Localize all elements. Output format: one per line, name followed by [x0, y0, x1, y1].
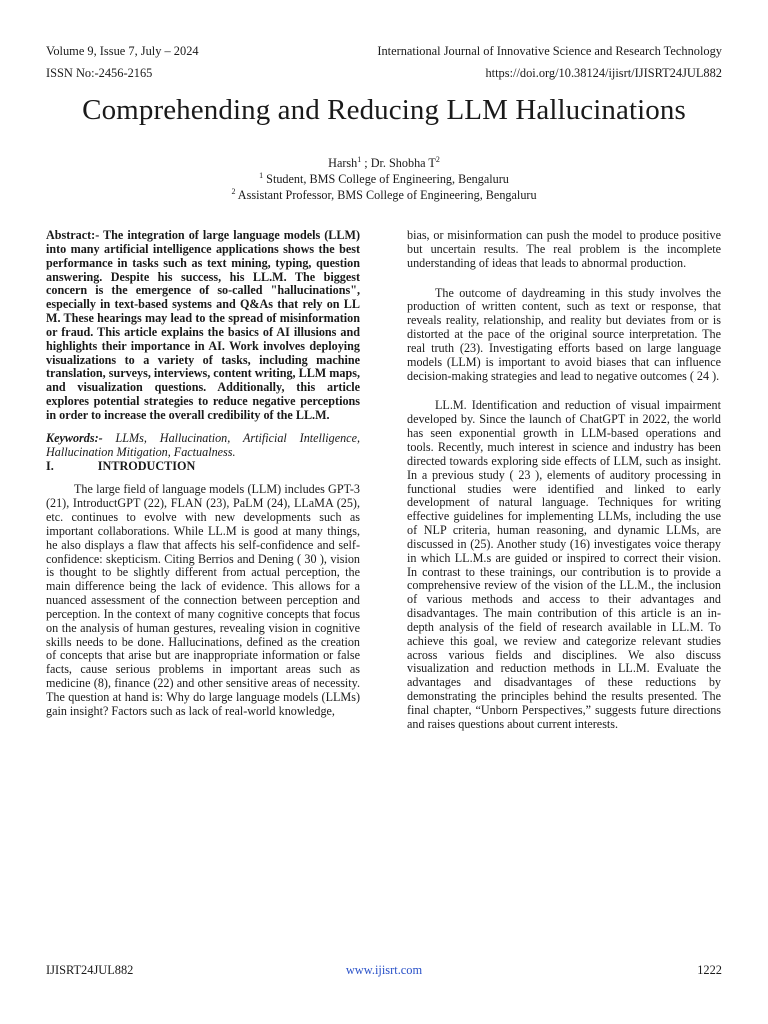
section-title: INTRODUCTION [97, 458, 196, 473]
footer-website-link[interactable]: www.ijisrt.com [345, 963, 423, 977]
affiliation-sup-1: 1 [259, 171, 264, 180]
section-number: I. [46, 458, 54, 473]
right-column [407, 229, 721, 732]
issn: ISSN No:-2456-2165 [46, 66, 153, 80]
author-name-1: Harsh [328, 156, 358, 170]
footer-page-number: 1222 [697, 963, 722, 977]
affiliation-sup-2: 2 [231, 187, 236, 196]
paper-title: Comprehending and Reducing LLM Hallucinations [82, 94, 686, 126]
journal-name: International Journal of Innovative Science and Research Technology [377, 44, 722, 58]
section-heading [46, 460, 360, 474]
left-column [46, 229, 360, 719]
affiliation-text-2: Assistant Professor, BMS College of Engineering, Bengaluru [235, 188, 537, 202]
author-separator: ; [361, 156, 371, 170]
author-sup-2: 2 [435, 155, 440, 164]
right-paragraph-3: LL.M. Identification and reduction of visual impairment developed by. Since the launch of ChatGPT in 2022, the world has seen exponential growth in LLM-based operations and tools. Recently, much interest in science and industry has been directed towards exploring side effects of LLM, such as insight. In a previous study ( 23 ), elements of auditory processing in functional studies were identified and linked to early development of natural language. Techniques for writing effective guidelines for implementing LLMs, including the use of NLP criteria, human reasoning, and dynamic LLMs, are discussed in (25). Another study (16) investigates voice therapy in which LL.M.s are guided or inspired to correct their vision. In contrast to these trainings, our contribution is to provide a comprehensive review of the vision of the LL.M., the inclusion of various methods and access to their advantages and disadvantages. The main contribution of this article is an in-depth analysis of the field of research available in LL.M. To achieve this goal, we review and categorize relevant studies across various fields and disciplines. We also discuss visualization and reduction methods in LL.M. Evaluate the advantages and disadvantages of these reductions by demonstrating the principles behind the results presented. The final chapter, “Unborn Perspectives,” suggests future directions and raises questions about current interests. [407, 398, 721, 731]
affiliation-2 [0, 188, 768, 202]
volume-issue: Volume 9, Issue 7, July – 2024 [46, 44, 199, 58]
author-name-2: Dr. Shobha T [370, 156, 436, 170]
intro-paragraph: The large field of language models (LLM) includes GPT-3 (21), IntroductGPT (22), FLAN (23), PaLM (24), LLaMA (25), etc. continues to evolve with new developments such as important collaborations. While LL.M is good at many things, he also displays a flaw that affects his self-confidence and self-confidence: skepticism. Citing Berrios and Dening ( 30 ), vision is thought to be slightly different from actual perception, the main difference being the lack of evidence. This allows for a nuanced assessment of the connection between perception and perception. In the context of many cognitive concepts that focus on the analysis of human gestures, revealing vision in cognitive skills needs to be done. Hallucinations, defined as the creation of concepts that arise but are inappropriate information or false facts, cause serious problems in important areas such as medicine (8), finance (22) and other sensitive areas of necessity. The question at hand is: Why do large language models (LLMs) gain insight? Factors such as lack of real-world knowledge, [46, 482, 360, 718]
keywords-text: LLMs, Hallucination, Artificial Intelligence, Hallucination Mitigation, Factualness. [46, 430, 360, 459]
author-sup-1: 1 [357, 155, 362, 164]
keywords [46, 432, 360, 460]
affiliation-1 [0, 172, 768, 186]
right-paragraph-1: bias, or misinformation can push the model to produce positive but uncertain results. The real problem is the incomplete understanding of ideas that leads to abnormal production. [407, 228, 721, 270]
footer-paper-id: IJISRT24JUL882 [46, 963, 134, 977]
keywords-label: Keywords:- [46, 430, 103, 445]
doi-link[interactable]: https://doi.org/10.38124/ijisrt/IJISRT24JUL882 [485, 66, 722, 80]
author-line [0, 156, 768, 170]
affiliation-text-1: Student, BMS College of Engineering, Bengaluru [263, 172, 509, 186]
abstract: Abstract:- The integration of large language models (LLM) into many artificial intelligence applications shows the best performance in tasks such as text mining, typing, question answering. Despite his success, his LL.M. The biggest concern is the emergence of so-called "hallucinations", especially in text-based systems and Q&As that rely on LL M. These hearings may lead to the spread of misinformation or fraud. This article explains the basics of AI illusions and highlights their importance in AI. Work involves deploying visualizations to a variety of tasks, including machine translation, surveys, interviews, content writing, LLM maps, and visualization questions. Additionally, this article explores potential strategies to reduce negative perceptions in order to increase the overall credibility of the LL.M. [46, 228, 360, 422]
right-paragraph-2: The outcome of daydreaming in this study involves the production of written content, such as text or response, that reveals reality, relationship, and reality but deviates from or is distorted at the pace of the original source interpretation. The real truth (23). Investigating efforts based on large language models (LLM) is important to avoid biases that can influence decision-making strategies and lead to negative outcomes ( 24 ). [407, 285, 721, 383]
